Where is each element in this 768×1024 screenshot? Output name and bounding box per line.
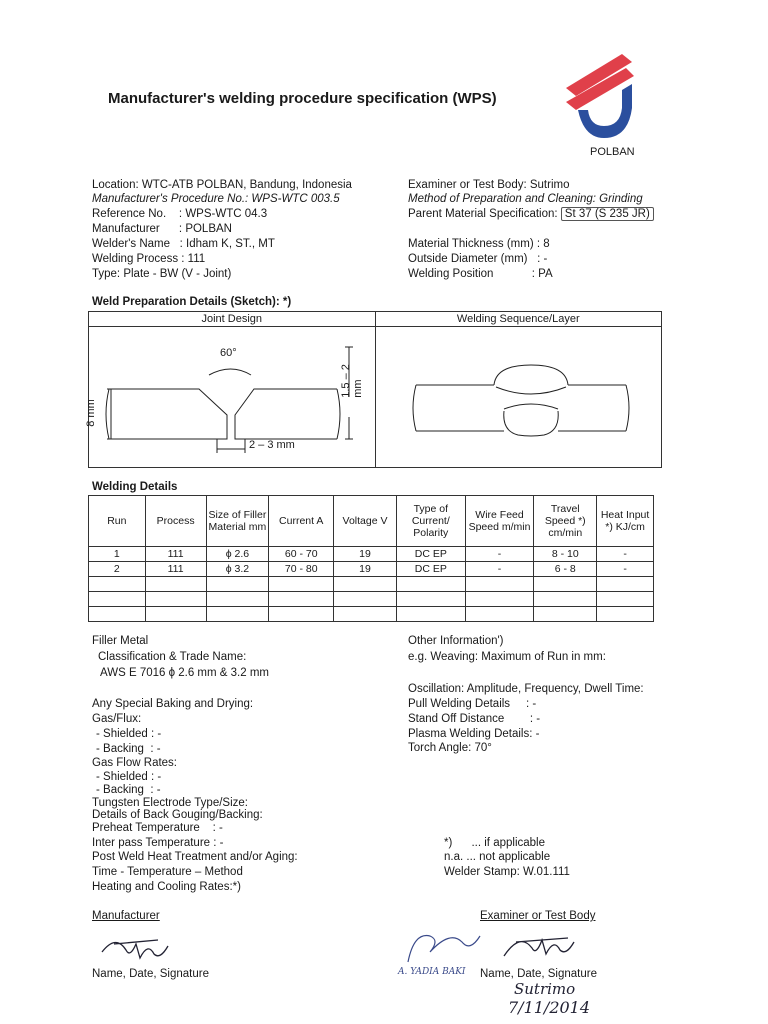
detail-pwht: Post Weld Heat Treatment and/or Aging: <box>92 851 298 863</box>
oscillation: Oscillation: Amplitude, Frequency, Dwell Time: <box>408 683 644 695</box>
handwritten-left-note: A. YADIA BAKI <box>398 967 466 977</box>
table-cell: 8 - 10 <box>534 547 597 562</box>
col-heat-input: Heat Input *) KJ/cm <box>597 496 654 547</box>
table-cell: - <box>465 562 534 577</box>
info-manufacturer: Manufacturer : POLBAN <box>92 223 232 235</box>
detail-flow-backing: - Backing : - <box>96 784 161 796</box>
col-travel-speed: Travel Speed *) cm/min <box>534 496 597 547</box>
detail-gas-flow: Gas Flow Rates: <box>92 757 177 769</box>
col-wire-feed: Wire Feed Speed m/min <box>465 496 534 547</box>
col-voltage: Voltage V <box>334 496 397 547</box>
handwritten-name: Sutrimo <box>514 980 576 998</box>
col-run: Run <box>89 496 146 547</box>
detail-shielded: - Shielded : - <box>96 728 162 740</box>
detail-back-gouging: Details of Back Gouging/Backing: <box>92 809 263 821</box>
table-cell: 111 <box>145 562 206 577</box>
info-procedure-no: Manufacturer's Procedure No.: WPS-WTC 003.5 <box>92 193 340 205</box>
col-process: Process <box>145 496 206 547</box>
table-row <box>89 607 654 622</box>
plasma-welding: Plasma Welding Details: - <box>408 728 540 740</box>
table-cell: - <box>465 547 534 562</box>
note-if-applicable: *) ... if applicable <box>444 837 545 849</box>
table-row <box>89 592 654 607</box>
note-not-applicable: n.a. ... not applicable <box>444 851 551 863</box>
info-method: Method of Preparation and Cleaning: Grinding <box>408 193 643 205</box>
table-row <box>89 577 654 592</box>
info-location: Location: WTC-ATB POLBAN, Bandung, Indonesia <box>92 179 352 191</box>
manufacturer-sig-caption: Name, Date, Signature <box>92 968 209 980</box>
col-polarity: Type of Current/ Polarity <box>396 496 465 547</box>
detail-interpass: Inter pass Temperature : - <box>92 837 224 849</box>
table-cell: 111 <box>145 547 206 562</box>
logo-caption: POLBAN <box>590 146 635 158</box>
sequence-header: Welding Sequence/Layer <box>375 312 662 327</box>
page-title: Manufacturer's welding procedure specification (WPS) <box>108 90 497 107</box>
info-position: Welding Position : PA <box>408 268 553 280</box>
table-cell: ϕ 3.2 <box>206 562 269 577</box>
detail-tungsten: Tungsten Electrode Type/Size: <box>92 797 248 809</box>
welding-header-row <box>89 496 654 547</box>
col-current: Current A <box>269 496 334 547</box>
pull-welding: Pull Welding Details : - <box>408 698 537 710</box>
table-row <box>89 562 654 577</box>
detail-baking: Any Special Baking and Drying: <box>92 698 254 710</box>
info-thickness: Material Thickness (mm) : 8 <box>408 238 550 250</box>
table-cell: 2 <box>89 562 146 577</box>
welder-stamp: Welder Stamp: W.01.111 <box>444 866 570 878</box>
table-cell: - <box>597 562 654 577</box>
other-info: Other Information') <box>408 635 504 647</box>
table-cell: ϕ 2.6 <box>206 547 269 562</box>
table-cell: DC EP <box>396 547 465 562</box>
table-cell: 19 <box>334 562 397 577</box>
sequence-cell <box>375 327 662 468</box>
filler-value: AWS E 7016 ϕ 2.6 mm & 3.2 mm <box>100 667 269 679</box>
info-parent-material <box>408 207 654 221</box>
parent-material-label: Parent Material Specification: <box>408 208 558 220</box>
table-row <box>89 547 654 562</box>
info-examiner: Examiner or Test Body: Sutrimo <box>408 179 570 191</box>
gap-dim-label: 2 – 3 mm <box>249 439 295 451</box>
manufacturer-sign-label: Manufacturer <box>92 910 160 922</box>
table-cell: - <box>597 547 654 562</box>
table-cell: 6 - 8 <box>534 562 597 577</box>
detail-time-temp: Time - Temperature – Method <box>92 866 243 878</box>
table-cell: 60 - 70 <box>269 547 334 562</box>
prep-table <box>84 311 662 468</box>
table-cell: 70 - 80 <box>269 562 334 577</box>
angle-label: 60° <box>220 347 237 359</box>
sequence-sketch <box>376 327 662 467</box>
welding-section-title: Welding Details <box>92 481 178 493</box>
detail-backing: - Backing : - <box>96 743 161 755</box>
welding-table <box>88 495 654 622</box>
handwritten-date: 7/11/2014 <box>508 998 591 1017</box>
root-dim-label: 1.5 – 2 mm <box>339 364 364 398</box>
torch-angle: Torch Angle: 70° <box>408 742 492 754</box>
detail-flow-shielded: - Shielded : - <box>96 771 162 783</box>
col-filler-size: Size of Filler Material mm <box>206 496 269 547</box>
info-welder-name: Welder's Name : Idham K, ST., MT <box>92 238 275 250</box>
filler-classification: Classification & Trade Name: <box>98 651 247 663</box>
info-diameter: Outside Diameter (mm) : - <box>408 253 548 265</box>
detail-preheat: Preheat Temperature : - <box>92 822 223 834</box>
polban-logo <box>562 50 642 140</box>
info-reference: Reference No. : WPS-WTC 04.3 <box>92 208 268 220</box>
detail-gas-flux: Gas/Flux: <box>92 713 142 725</box>
examiner-sign-label: Examiner or Test Body <box>480 910 596 922</box>
joint-design-cell <box>84 327 376 468</box>
manufacturer-signature <box>96 930 186 966</box>
info-type: Type: Plate - BW (V - Joint) <box>92 268 232 280</box>
detail-heating-cooling: Heating and Cooling Rates:*) <box>92 881 241 893</box>
table-cell: 19 <box>334 547 397 562</box>
stand-off: Stand Off Distance : - <box>408 713 541 725</box>
examiner-signature <box>400 922 600 972</box>
info-welding-process: Welding Process : 111 <box>92 253 206 265</box>
thickness-dim-label: 8 mm <box>84 399 97 427</box>
filler-title: Filler Metal <box>92 635 149 647</box>
parent-material-value: St 37 (S 235 JR) <box>561 207 654 221</box>
weaving: e.g. Weaving: Maximum of Run in mm: <box>408 651 606 663</box>
joint-design-header: Joint Design <box>89 312 376 327</box>
examiner-sig-caption: Name, Date, Signature <box>480 968 597 980</box>
prep-section-title: Weld Preparation Details (Sketch): *) <box>92 296 292 308</box>
table-cell: 1 <box>89 547 146 562</box>
table-cell: DC EP <box>396 562 465 577</box>
